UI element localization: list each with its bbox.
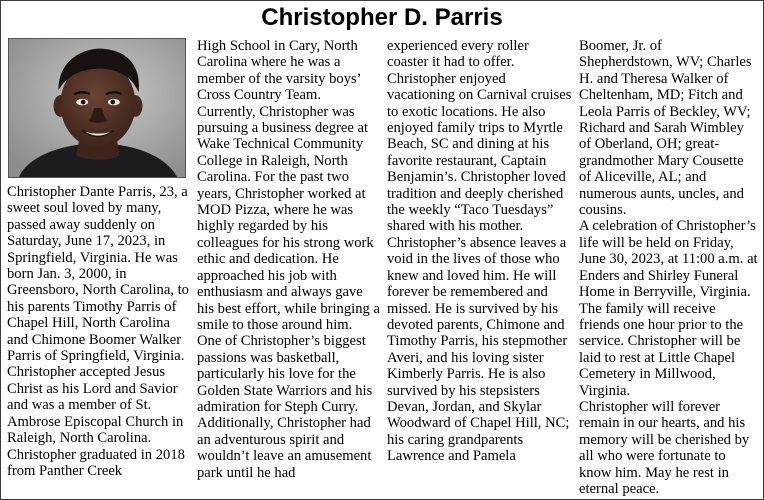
text-column-3 <box>387 38 573 465</box>
pupil-right <box>110 100 115 105</box>
portrait-photo <box>8 38 186 178</box>
text-column-4 <box>579 38 759 497</box>
paragraph: experienced every roller coaster it had to offer. Christopher enjoyed vacationing on Carnival cruises to exotic locations. He also enjoyed family trips to Myrtle Beach, SC and dining at his favorite restaurant, Captain Benjamin’s. Christopher loved tradition and deeply cherished the weekly “Taco Tuesdays” shared with his mother. <box>387 38 572 235</box>
paragraph: Boomer, Jr. of Shepherdstown, WV; Charles H. and Theresa Walker of Cheltenham, MD; Fitch and Leola Parris of Beckley, WV; Richard and Sarah Wimbley of Oberland, OH; great-grandmother Mary Cousette of Aliceville, AL; and numerous aunts, uncles, and cousins. <box>579 38 752 219</box>
text-column-2 <box>197 38 381 481</box>
paragraph: Christopher will forever remain in our hearts, and his memory will be cherished by all who were fortunate to know him. May he rest in eternal peace. <box>579 398 750 497</box>
paragraph: High School in Cary, North Carolina where he was a member of the varsity boys’ Cross Country Team. Currently, Christopher was pursuing a business degree at Wake Technical Community College in Raleigh, North Carolina. For the past two years, Christopher worked at MOD Pizza, where he was highly regarded by his colleagues for his strong work ethic and dedication. He approached his job with enthusiasm and always gave his best effort, while bringing a smile to those around him. <box>197 38 380 333</box>
paragraph: One of Christopher’s biggest passions was basketball, particularly his love for the Golden State Warriors and his admiration for Steph Curry. Additionally, Christopher had an adventurous spirit and wouldn’t leave an amusement park until he had <box>197 333 373 481</box>
paragraph: Christopher Dante Parris, 23, a sweet soul loved by many, passed away suddenly on Saturday, June 17, 2023, in Springfield, Virginia. He was born Jan. 3, 2000, in Greensboro, North Carolina, to his parents Timothy Parris of Chapel Hill, North Carolina and Chimone Boomer Walker Parris of Springfield, Virginia. Christopher accepted Jesus Christ as his Lord and Savior and was a member of St. Ambrose Episcopal Church in Raleigh, North Carolina. Christopher graduated in 2018 from Panther Creek <box>7 184 189 479</box>
text-column-1 <box>7 184 191 479</box>
portrait-illustration <box>9 39 185 177</box>
obituary-title: Christopher D. Parris <box>261 4 503 31</box>
paragraph: Christopher’s absence leaves a void in the lives of those who knew and loved him. He will forever be remembered and missed. He is survived by his devoted parents, Chimone and Timothy Parris, his stepmother Averi, and his loving sister Kimberly Parris. He is also survived by his stepsisters Devan, Jordan, and Skylar Woodward of Chapel Hill, NC; his caring grandparents Lawrence and Pamela <box>387 234 570 465</box>
pupil-left <box>81 100 86 105</box>
paragraph: A celebration of Christopher’s life will be held on Friday, June 30, 2023, at 11:00 a.m. at Enders and Shirley Funeral Home in Berryville, Virginia. The family will receive friends one hour prior to the service. Christopher will be laid to rest at Little Chapel Cemetery in Millwood, Virginia. <box>579 218 758 399</box>
